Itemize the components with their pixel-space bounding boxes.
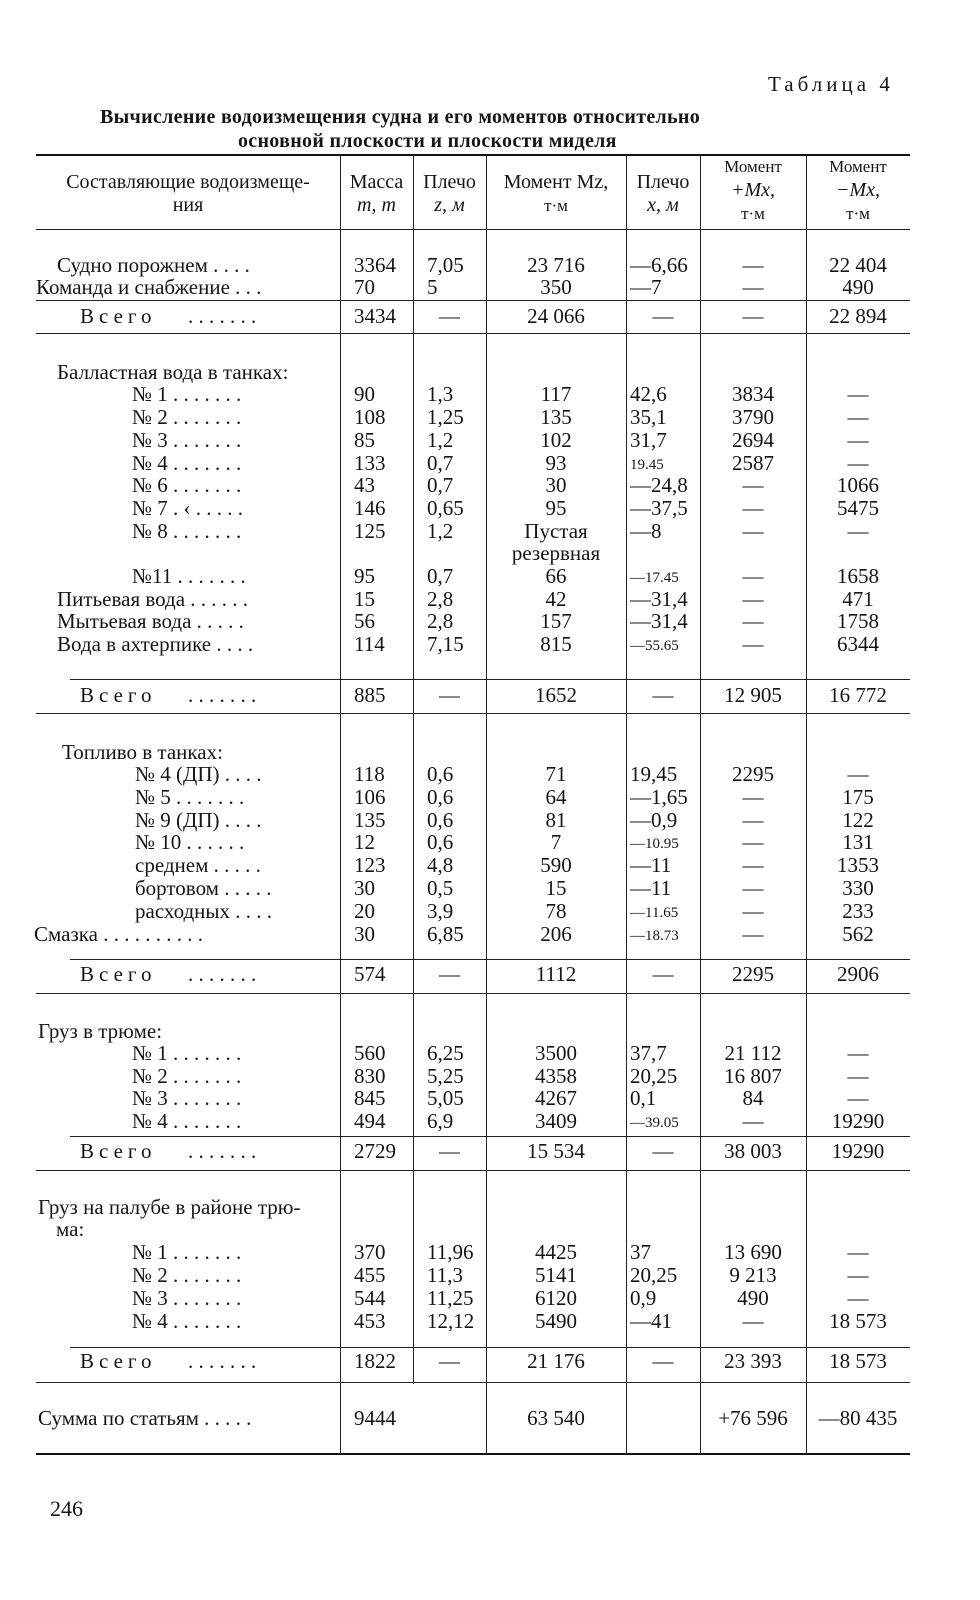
mz-empty-reserve-l1: Пустая (524, 519, 588, 543)
cell-s2-washing-moment-x-pos: — (742, 609, 764, 633)
cell-s3-consumable-moment-x-pos: — (742, 899, 764, 923)
header-arm-z-l1: Плечо (423, 171, 476, 193)
rule-s2-bottom (36, 713, 910, 714)
cell-s5-no2-moment-x-pos: 9 213 (729, 1263, 777, 1287)
cell-s2-no2-moment-x-pos: 3790 (732, 405, 774, 429)
cell-s2-no7-mass: 146 (354, 496, 386, 520)
cell-s4-no3-moment-x-pos: 84 (742, 1086, 764, 1110)
cell-s2-no7-arm-z: 0,65 (427, 496, 464, 520)
rule-s4-bottom (36, 1170, 910, 1171)
label-fuel-no5: № 5 . . . . . . . (135, 785, 245, 809)
rule-s5-total-top (70, 1347, 910, 1348)
label-hold-head: Груз в трюме: (38, 1019, 163, 1043)
cell-s2-no11-arm-x: —17.45 (630, 570, 679, 586)
rule-s3-total-top (70, 959, 910, 960)
cell-s2-total-arm-x: — (652, 683, 674, 707)
cell-s4-no3-moment-z: 4267 (535, 1086, 577, 1110)
cell-s2-no7-moment-z: 95 (545, 496, 567, 520)
label-total-dots-s5: . . . . . . . (188, 1349, 257, 1373)
rule-top (36, 154, 910, 156)
label-washing-water: Мытьевая вода . . . . . (57, 609, 244, 633)
cell-s2-no2-moment-x-neg: — (847, 405, 869, 429)
label-fuel-head: Топливо в танках: (62, 740, 223, 764)
cell-s3-side-arm-z: 0,5 (427, 876, 454, 900)
cell-s4-total-moment-x-neg: 19290 (831, 1139, 885, 1163)
cell-s1-crew-arm-x: —7 (630, 275, 662, 299)
cell-s3-no10-moment-x-pos: — (742, 830, 764, 854)
label-hold-no1: № 1 . . . . . . . (132, 1041, 242, 1065)
cell-s4-no2-moment-x-neg: — (847, 1064, 869, 1088)
cell-s5-no4-arm-x: —41 (630, 1309, 672, 1333)
header-mxn-l3: т·м (846, 204, 870, 223)
label-total-s5: Всего (80, 1349, 157, 1373)
cell-s4-no4-mass: 494 (354, 1109, 386, 1133)
cell-s2-no1-moment-z: 117 (540, 382, 572, 406)
cell-s5-no3-arm-x: 0,9 (630, 1286, 657, 1310)
cell-s5-no1-moment-x-pos: 13 690 (724, 1240, 782, 1264)
cell-s2-no2-arm-x: 35,1 (630, 405, 667, 429)
cell-s5-no1-mass: 370 (354, 1240, 386, 1264)
cell-s3-lubricant-arm-x: —18.73 (630, 928, 679, 944)
cell-s4-total-arm-x: — (652, 1139, 674, 1163)
cell-s5-no2-moment-x-neg: — (847, 1263, 869, 1287)
rule-table-bottom (36, 1453, 910, 1455)
cell-s1-crew-mass: 70 (354, 275, 375, 299)
cell-s4-no1-arm-x: 37,7 (630, 1041, 667, 1065)
label-hold-no2: № 2 . . . . . . . (132, 1064, 242, 1088)
rule-s3-bottom (36, 993, 910, 994)
cell-s3-side-arm-x: —11 (630, 876, 672, 900)
label-total-dots-s3: . . . . . . . (188, 962, 257, 986)
cell-s5-no1-moment-x-neg: — (847, 1240, 869, 1264)
cell-s3-no5-moment-z: 64 (545, 785, 567, 809)
cell-s1-total-mass: 3434 (354, 304, 396, 328)
cell-s3-side-mass: 30 (354, 876, 375, 900)
cell-s2-drinking-moment-z: 42 (545, 587, 567, 611)
cell-s2-no7-moment-x-pos: — (742, 496, 764, 520)
rule-s2-total-top (70, 679, 910, 680)
cell-s3-lubricant-mass: 30 (354, 922, 375, 946)
cell-s3-consumable-arm-z: 3,9 (427, 899, 454, 923)
label-hold-no3: № 3 . . . . . . . (132, 1086, 242, 1110)
rule-s5-bottom (36, 1382, 910, 1383)
cell-s2-no2-mass: 108 (354, 405, 386, 429)
cell-s4-no2-mass: 830 (354, 1064, 386, 1088)
label-fuel-side: бортовом . . . . . (135, 876, 272, 900)
label-deck-no1: № 1 . . . . . . . (132, 1240, 242, 1264)
cell-s2-no1-mass: 90 (354, 382, 375, 406)
cell-s2-no11-moment-x-neg: 1658 (837, 564, 879, 588)
cell-s5-no3-mass: 544 (354, 1286, 386, 1310)
cell-s5-no2-arm-z: 11,3 (427, 1263, 463, 1287)
header-mz-l2: т·м (544, 196, 568, 215)
label-lubricant: Смазка . . . . . . . . . . (34, 922, 203, 946)
cell-s1-total-arm-x: — (652, 304, 674, 328)
cell-s2-total-moment-z: 1652 (535, 683, 577, 707)
label-total-s4: Всего (80, 1139, 157, 1163)
header-component-l1: Составляющие водоизмеще- (66, 171, 310, 193)
cell-s3-no4-moment-x-neg: — (847, 762, 869, 786)
cell-s4-no4-moment-x-pos: — (742, 1109, 764, 1133)
label-empty-ship: Судно порожнем . . . . (57, 253, 250, 277)
cell-sum-moment-x-neg: —80 435 (818, 1406, 898, 1430)
cell-s3-no10-moment-z: 7 (550, 830, 562, 854)
label-total-dots-s4: . . . . . . . (188, 1139, 257, 1163)
cell-s2-no6-arm-z: 0,7 (427, 473, 454, 497)
header-component-l2: ния (172, 194, 204, 216)
cell-s4-no1-mass: 560 (354, 1041, 386, 1065)
cell-s2-afterpeak-arm-x: —55.65 (630, 638, 679, 654)
cell-s2-no3-arm-z: 1,2 (427, 428, 454, 452)
cell-s2-total-moment-x-neg: 16 772 (829, 683, 887, 707)
cell-s5-no2-arm-x: 20,25 (630, 1263, 678, 1287)
cell-s2-afterpeak-arm-z: 7,15 (427, 632, 464, 656)
cell-s2-no11-arm-z: 0,7 (427, 564, 454, 588)
cell-s3-no9-moment-x-neg: 122 (842, 808, 874, 832)
table-caption: Таблица 4 (768, 72, 894, 96)
cell-s2-no4-arm-z: 0,7 (427, 451, 454, 475)
label-fuel-no9: № 9 (ДП) . . . . (135, 808, 262, 832)
cell-s2-no6-moment-x-neg: 1066 (837, 473, 879, 497)
cell-s2-no7-arm-x: —37,5 (630, 496, 688, 520)
cell-s2-afterpeak-moment-x-neg: 6344 (837, 632, 879, 656)
cell-s1-empty-moment-z: 23 716 (527, 253, 585, 277)
cell-s1-total-moment-z: 24 066 (527, 304, 585, 328)
label-total-s2: Всего (80, 683, 157, 707)
cell-s3-total-moment-x-pos: 2295 (732, 962, 774, 986)
label-sum: Сумма по статьям . . . . . (38, 1406, 252, 1430)
cell-s3-middle-mass: 123 (354, 853, 386, 877)
cell-s1-empty-mass: 3364 (354, 253, 396, 277)
cell-s3-no9-arm-x: —0,9 (630, 808, 678, 832)
cell-s2-afterpeak-moment-z: 815 (540, 632, 572, 656)
cell-s2-no4-mass: 133 (354, 451, 386, 475)
rule-s1-bottom (36, 333, 910, 334)
cell-s4-no2-moment-x-pos: 16 807 (724, 1064, 782, 1088)
cell-s5-no2-moment-z: 5141 (535, 1263, 577, 1287)
header-mz-l1: Момент Mz, (503, 171, 609, 193)
cell-s3-no10-moment-x-neg: 131 (842, 830, 874, 854)
label-ballast-no2: № 2 . . . . . . . (132, 405, 242, 429)
label-drinking-water: Питьевая вода . . . . . . (57, 587, 249, 611)
cell-s2-washing-moment-z: 157 (540, 609, 572, 633)
label-ballast-no4: № 4 . . . . . . . (132, 451, 242, 475)
cell-s3-lubricant-arm-z: 6,85 (427, 922, 464, 946)
cell-s2-washing-mass: 56 (354, 609, 375, 633)
cell-s4-no4-arm-x: —39.05 (630, 1115, 679, 1131)
cell-s2-afterpeak-mass: 114 (354, 632, 385, 656)
cell-s3-no9-moment-z: 81 (545, 808, 567, 832)
cell-s2-no11-mass: 95 (354, 564, 375, 588)
cell-s4-no1-arm-z: 6,25 (427, 1041, 464, 1065)
cell-s4-total-moment-z: 15 534 (527, 1139, 585, 1163)
cell-s4-no1-moment-x-neg: — (847, 1041, 869, 1065)
label-deck-no4: № 4 . . . . . . . (132, 1309, 242, 1333)
cell-s2-drinking-mass: 15 (354, 587, 375, 611)
cell-s2-drinking-arm-z: 2,8 (427, 587, 454, 611)
cell-s2-no3-moment-x-pos: 2694 (732, 428, 774, 452)
label-deck-no3: № 3 . . . . . . . (132, 1286, 242, 1310)
cell-s2-no2-arm-z: 1,25 (427, 405, 464, 429)
cell-s2-no6-moment-z: 30 (545, 473, 567, 497)
cell-s1-total-arm-z: — (439, 304, 460, 328)
table-title-line1: Вычисление водоизмещения судна и его моментов относительно (100, 106, 701, 128)
cell-s5-no2-mass: 455 (354, 1263, 386, 1287)
cell-s3-middle-arm-z: 4,8 (427, 853, 454, 877)
cell-s4-no3-mass: 845 (354, 1086, 386, 1110)
cell-s1-total-moment-x-pos: — (742, 304, 764, 328)
cell-s2-drinking-arm-x: —31,4 (630, 587, 688, 611)
cell-s1-crew-moment-z: 350 (540, 275, 572, 299)
cell-s2-no8-moment-x-pos: — (742, 519, 764, 543)
cell-s4-no4-arm-z: 6,9 (427, 1109, 454, 1133)
table-title-line2: основной плоскости и плоскости миделя (238, 130, 617, 152)
cell-s1-empty-arm-z: 7,05 (427, 253, 464, 277)
cell-s2-no1-moment-x-pos: 3834 (732, 382, 774, 406)
cell-s3-consumable-moment-z: 78 (545, 899, 567, 923)
cell-s2-no7-moment-x-neg: 5475 (837, 496, 879, 520)
cell-s5-no1-moment-z: 4425 (535, 1240, 577, 1264)
header-mxn-l2: −Mx, (835, 179, 881, 201)
cell-s3-lubricant-moment-x-pos: — (742, 922, 764, 946)
cell-s5-total-moment-z: 21 176 (527, 1349, 585, 1373)
cell-s4-total-arm-z: — (439, 1139, 460, 1163)
cell-s3-no5-moment-x-pos: — (742, 785, 764, 809)
label-ballast-no3: № 3 . . . . . . . (132, 428, 242, 452)
label-ballast-no7: № 7 . ‹ . . . . . (132, 496, 244, 520)
label-ballast-no11: №11 . . . . . . . (132, 564, 246, 588)
mz-empty-reserve-l2: резервная (511, 541, 601, 565)
label-afterpeak-water: Вода в ахтерпике . . . . (57, 632, 254, 656)
cell-s5-no4-moment-x-pos: — (742, 1309, 764, 1333)
cell-s5-total-arm-x: — (652, 1349, 674, 1373)
cell-s3-no5-moment-x-neg: 175 (842, 785, 874, 809)
cell-s3-no9-moment-x-pos: — (742, 808, 764, 832)
cell-s2-no8-moment-x-neg: — (847, 519, 869, 543)
col-sep-2 (413, 154, 414, 1384)
cell-s1-crew-arm-z: 5 (427, 275, 438, 299)
cell-s2-total-arm-z: — (439, 683, 460, 707)
cell-s5-total-mass: 1822 (354, 1349, 396, 1373)
cell-s2-no3-arm-x: 31,7 (630, 428, 667, 452)
cell-s3-no9-arm-z: 0,6 (427, 808, 454, 832)
header-mass-l2: m, т (357, 194, 396, 216)
label-total-s1: Всего (80, 304, 157, 328)
label-fuel-middle: среднем . . . . . (135, 853, 261, 877)
cell-s1-crew-moment-x-pos: — (742, 275, 764, 299)
col-sep-1 (340, 154, 341, 1454)
cell-s3-no4-moment-x-pos: 2295 (732, 762, 774, 786)
cell-s4-no4-moment-z: 3409 (535, 1109, 577, 1133)
cell-s2-no1-arm-x: 42,6 (630, 382, 667, 406)
label-deck-no2: № 2 . . . . . . . (132, 1263, 242, 1287)
cell-s3-total-arm-x: — (652, 962, 674, 986)
cell-s3-no10-arm-x: —10.95 (630, 836, 679, 852)
cell-s3-middle-moment-x-neg: 1353 (837, 853, 879, 877)
header-arm-z-l2: z, м (434, 194, 465, 216)
cell-s5-no3-moment-z: 6120 (535, 1286, 577, 1310)
rule-s1-total-top (36, 300, 910, 301)
cell-s5-total-moment-x-pos: 23 393 (724, 1349, 782, 1373)
cell-s2-no8-mass: 125 (354, 519, 386, 543)
cell-sum-moment-z: 63 540 (527, 1406, 585, 1430)
label-ballast-head: Балластная вода в танках: (57, 360, 289, 384)
cell-s2-afterpeak-moment-x-pos: — (742, 632, 764, 656)
label-ballast-no6: № 6 . . . . . . . (132, 473, 242, 497)
rule-s4-total-top (70, 1136, 910, 1137)
cell-s3-side-moment-z: 15 (545, 876, 567, 900)
label-ballast-no8: № 8 . . . . . . . (132, 519, 242, 543)
label-total-dots-s1: . . . . . . . (188, 304, 257, 328)
page-number: 246 (50, 1496, 83, 1521)
cell-s2-washing-moment-x-neg: 1758 (837, 609, 879, 633)
cell-s2-drinking-moment-x-pos: — (742, 587, 764, 611)
cell-s3-lubricant-moment-x-neg: 562 (842, 922, 874, 946)
cell-s2-no4-moment-z: 93 (545, 451, 567, 475)
cell-s2-drinking-moment-x-neg: 471 (842, 587, 874, 611)
cell-s5-no3-arm-z: 11,25 (427, 1286, 474, 1310)
label-total-dots-s2: . . . . . . . (188, 683, 257, 707)
cell-s2-washing-arm-z: 2,8 (427, 609, 454, 633)
cell-s3-middle-moment-z: 590 (540, 853, 572, 877)
label-crew: Команда и снабжение . . . (36, 275, 262, 299)
cell-s3-middle-arm-x: —11 (630, 853, 672, 877)
cell-s5-no4-moment-z: 5490 (535, 1309, 577, 1333)
cell-s5-no3-moment-x-pos: 490 (737, 1286, 769, 1310)
cell-sum-moment-x-pos: +76 596 (718, 1406, 788, 1430)
cell-s2-no11-moment-x-pos: — (742, 564, 764, 588)
cell-s4-no4-moment-x-neg: 19290 (831, 1109, 885, 1133)
cell-s1-empty-moment-x-pos: — (742, 253, 764, 277)
cell-s3-total-moment-z: 1112 (535, 962, 577, 986)
cell-s5-no3-moment-x-neg: — (847, 1286, 869, 1310)
cell-s5-no4-moment-x-neg: 18 573 (829, 1309, 887, 1333)
header-mxp-l2: +Mx, (730, 179, 776, 201)
cell-sum-mass: 9444 (354, 1406, 396, 1430)
cell-s2-no4-moment-x-pos: 2587 (732, 451, 774, 475)
cell-s5-total-moment-x-neg: 18 573 (829, 1349, 887, 1373)
label-ballast-no1: № 1 . . . . . . . (132, 382, 242, 406)
cell-s5-no1-arm-x: 37 (630, 1240, 651, 1264)
header-mxn-l1: Момент (829, 157, 887, 176)
label-deck-head-l2: ма: (56, 1217, 85, 1241)
cell-s2-no8-arm-z: 1,2 (427, 519, 454, 543)
cell-s2-no6-mass: 43 (354, 473, 375, 497)
cell-s4-no2-arm-z: 5,25 (427, 1064, 464, 1088)
cell-s5-no1-arm-z: 11,96 (427, 1240, 474, 1264)
cell-s2-no4-arm-x: 19.45 (630, 457, 664, 473)
cell-s3-consumable-moment-x-neg: 233 (842, 899, 874, 923)
cell-s2-no3-mass: 85 (354, 428, 375, 452)
label-hold-no4: № 4 . . . . . . . (132, 1109, 242, 1133)
cell-s3-no4-arm-x: 19,45 (630, 762, 678, 786)
cell-s2-no6-moment-x-pos: — (742, 473, 764, 497)
label-total-s3: Всего (80, 962, 157, 986)
cell-s2-no8-arm-x: —8 (630, 519, 662, 543)
cell-s3-no5-mass: 106 (354, 785, 386, 809)
label-fuel-consumable: расходных . . . . (135, 899, 272, 923)
label-fuel-no10: № 10 . . . . . . (135, 830, 245, 854)
cell-s3-side-moment-x-neg: 330 (842, 876, 874, 900)
cell-s2-no2-moment-z: 135 (540, 405, 572, 429)
cell-s4-no3-arm-x: 0,1 (630, 1086, 657, 1110)
cell-s2-no3-moment-x-neg: — (847, 428, 869, 452)
cell-s1-empty-arm-x: —6,66 (630, 253, 688, 277)
cell-s2-total-moment-x-pos: 12 905 (724, 683, 782, 707)
header-mass-l1: Масса (349, 171, 404, 193)
cell-s2-no1-moment-x-neg: — (847, 382, 869, 406)
cell-s4-no2-moment-z: 4358 (535, 1064, 577, 1088)
cell-s3-no5-arm-z: 0,6 (427, 785, 454, 809)
cell-s5-no4-mass: 453 (354, 1309, 386, 1333)
cell-s3-no5-arm-x: —1,65 (630, 785, 688, 809)
cell-s3-total-arm-z: — (439, 962, 460, 986)
cell-s2-no3-moment-z: 102 (540, 428, 572, 452)
cell-s2-no6-arm-x: —24,8 (630, 473, 688, 497)
cell-s4-no1-moment-x-pos: 21 112 (724, 1041, 782, 1065)
cell-s4-no3-moment-x-neg: — (847, 1086, 869, 1110)
cell-s4-no1-moment-z: 3500 (535, 1041, 577, 1065)
cell-s4-total-mass: 2729 (354, 1139, 396, 1163)
cell-s3-no4-mass: 118 (354, 762, 385, 786)
cell-s2-no1-arm-z: 1,3 (427, 382, 454, 406)
cell-s3-no4-moment-z: 71 (545, 762, 567, 786)
cell-s3-consumable-mass: 20 (354, 899, 375, 923)
cell-s2-no11-moment-z: 66 (545, 564, 567, 588)
cell-s5-total-arm-z: — (439, 1349, 460, 1373)
header-mxp-l1: Момент (724, 157, 782, 176)
header-mxp-l3: т·м (741, 204, 765, 223)
cell-s5-no4-arm-z: 12,12 (427, 1309, 475, 1333)
cell-s3-no9-mass: 135 (354, 808, 386, 832)
cell-s2-washing-arm-x: —31,4 (630, 609, 688, 633)
cell-s3-total-mass: 574 (354, 962, 386, 986)
cell-s4-total-moment-x-pos: 38 003 (724, 1139, 782, 1163)
cell-s1-empty-moment-x-neg: 22 404 (829, 253, 887, 277)
cell-s3-consumable-arm-x: —11.65 (630, 905, 679, 921)
cell-s3-lubricant-moment-z: 206 (540, 922, 572, 946)
cell-s1-total-moment-x-neg: 22 894 (829, 304, 887, 328)
cell-s3-total-moment-x-neg: 2906 (837, 962, 879, 986)
cell-s3-middle-moment-x-pos: — (742, 853, 764, 877)
cell-s4-no3-arm-z: 5,05 (427, 1086, 464, 1110)
cell-s1-crew-moment-x-neg: 490 (842, 275, 874, 299)
col-sep-4 (626, 154, 627, 1454)
cell-s3-side-moment-x-pos: — (742, 876, 764, 900)
cell-s3-no4-arm-z: 0,6 (427, 762, 454, 786)
header-arm-x-l1: Плечо (636, 171, 690, 193)
cell-s3-no10-arm-z: 0,6 (427, 830, 454, 854)
label-deck-head-l1: Груз на палубе в районе трю- (38, 1195, 301, 1219)
label-fuel-no4: № 4 (ДП) . . . . (135, 762, 262, 786)
cell-s2-total-mass: 885 (354, 683, 386, 707)
cell-s2-no4-moment-x-neg: — (847, 451, 869, 475)
cell-s3-no10-mass: 12 (354, 830, 375, 854)
rule-header-bottom (36, 229, 910, 230)
header-arm-x-l2: x, м (647, 194, 679, 216)
cell-s4-no2-arm-x: 20,25 (630, 1064, 678, 1088)
